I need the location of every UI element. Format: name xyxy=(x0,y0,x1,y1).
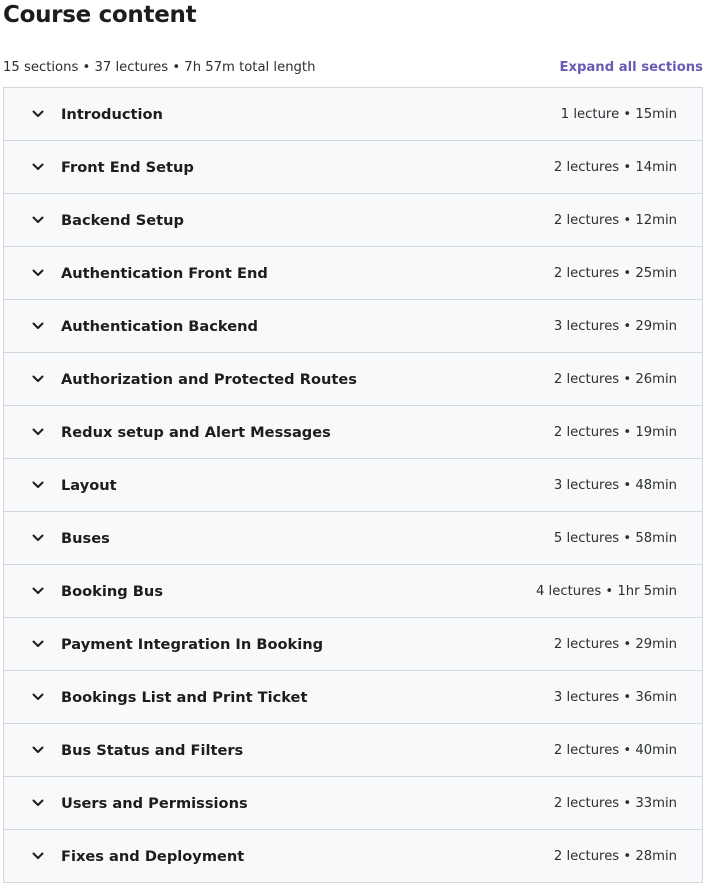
section-header[interactable] xyxy=(4,353,702,406)
course-summary: 15 sections • 37 lectures • 7h 57m total length xyxy=(3,59,316,75)
section-meta: 3 lectures • 36min xyxy=(553,689,677,705)
chevron-down-icon xyxy=(31,213,45,227)
section-header[interactable] xyxy=(4,406,702,459)
chevron-down-icon xyxy=(31,160,45,174)
section-meta: 2 lectures • 33min xyxy=(553,795,677,811)
section-header[interactable] xyxy=(4,512,702,565)
section-meta: 3 lectures • 48min xyxy=(553,477,677,493)
chevron-down-icon xyxy=(31,796,45,810)
section-title: Authentication Front End xyxy=(61,264,268,282)
section-meta: 2 lectures • 29min xyxy=(553,636,677,652)
expand-all-sections-button[interactable]: Expand all sections xyxy=(559,59,703,75)
section-header[interactable] xyxy=(4,247,702,300)
chevron-down-icon xyxy=(31,319,45,333)
chevron-down-icon xyxy=(31,531,45,545)
section-header[interactable] xyxy=(4,724,702,777)
chevron-down-icon xyxy=(31,107,45,121)
section-title: Redux setup and Alert Messages xyxy=(61,423,331,441)
section-meta: 1 lecture • 15min xyxy=(560,106,677,122)
chevron-down-icon xyxy=(31,372,45,386)
section-header[interactable] xyxy=(4,618,702,671)
section-title: Payment Integration In Booking xyxy=(61,635,324,653)
section-meta: 5 lectures • 58min xyxy=(553,530,677,546)
chevron-down-icon xyxy=(31,425,45,439)
section-meta: 2 lectures • 26min xyxy=(553,371,677,387)
chevron-down-icon xyxy=(31,637,45,651)
section-meta: 4 lectures • 1hr 5min xyxy=(535,583,677,599)
content-summary-row xyxy=(3,57,703,77)
section-meta: 2 lectures • 12min xyxy=(553,212,677,228)
section-title: Bookings List and Print Ticket xyxy=(61,688,308,706)
section-header[interactable] xyxy=(4,300,702,353)
section-title: Backend Setup xyxy=(61,211,184,229)
section-header[interactable] xyxy=(4,88,702,141)
section-header[interactable] xyxy=(4,830,702,883)
section-header[interactable] xyxy=(4,671,702,724)
chevron-down-icon xyxy=(31,690,45,704)
section-header[interactable] xyxy=(4,459,702,512)
section-title: Authentication Backend xyxy=(61,317,258,335)
section-meta: 2 lectures • 19min xyxy=(553,424,677,440)
page-title: Course content xyxy=(3,2,197,28)
section-meta: 2 lectures • 28min xyxy=(553,848,677,864)
section-title: Buses xyxy=(61,529,110,547)
section-header[interactable] xyxy=(4,141,702,194)
sections-list xyxy=(3,87,703,883)
section-title: Fixes and Deployment xyxy=(61,847,245,865)
section-title: Users and Permissions xyxy=(61,794,248,812)
chevron-down-icon xyxy=(31,743,45,757)
section-meta: 3 lectures • 29min xyxy=(553,318,677,334)
section-title: Booking Bus xyxy=(61,582,163,600)
section-title: Front End Setup xyxy=(61,158,194,176)
section-meta: 2 lectures • 14min xyxy=(553,159,677,175)
section-header[interactable] xyxy=(4,194,702,247)
section-meta: 2 lectures • 40min xyxy=(553,742,677,758)
section-title: Layout xyxy=(61,476,117,494)
chevron-down-icon xyxy=(31,478,45,492)
section-header[interactable] xyxy=(4,777,702,830)
section-title: Authorization and Protected Routes xyxy=(61,370,357,388)
section-meta: 2 lectures • 25min xyxy=(553,265,677,281)
section-title: Introduction xyxy=(61,105,163,123)
chevron-down-icon xyxy=(31,584,45,598)
chevron-down-icon xyxy=(31,849,45,863)
section-title: Bus Status and Filters xyxy=(61,741,244,759)
section-header[interactable] xyxy=(4,565,702,618)
chevron-down-icon xyxy=(31,266,45,280)
